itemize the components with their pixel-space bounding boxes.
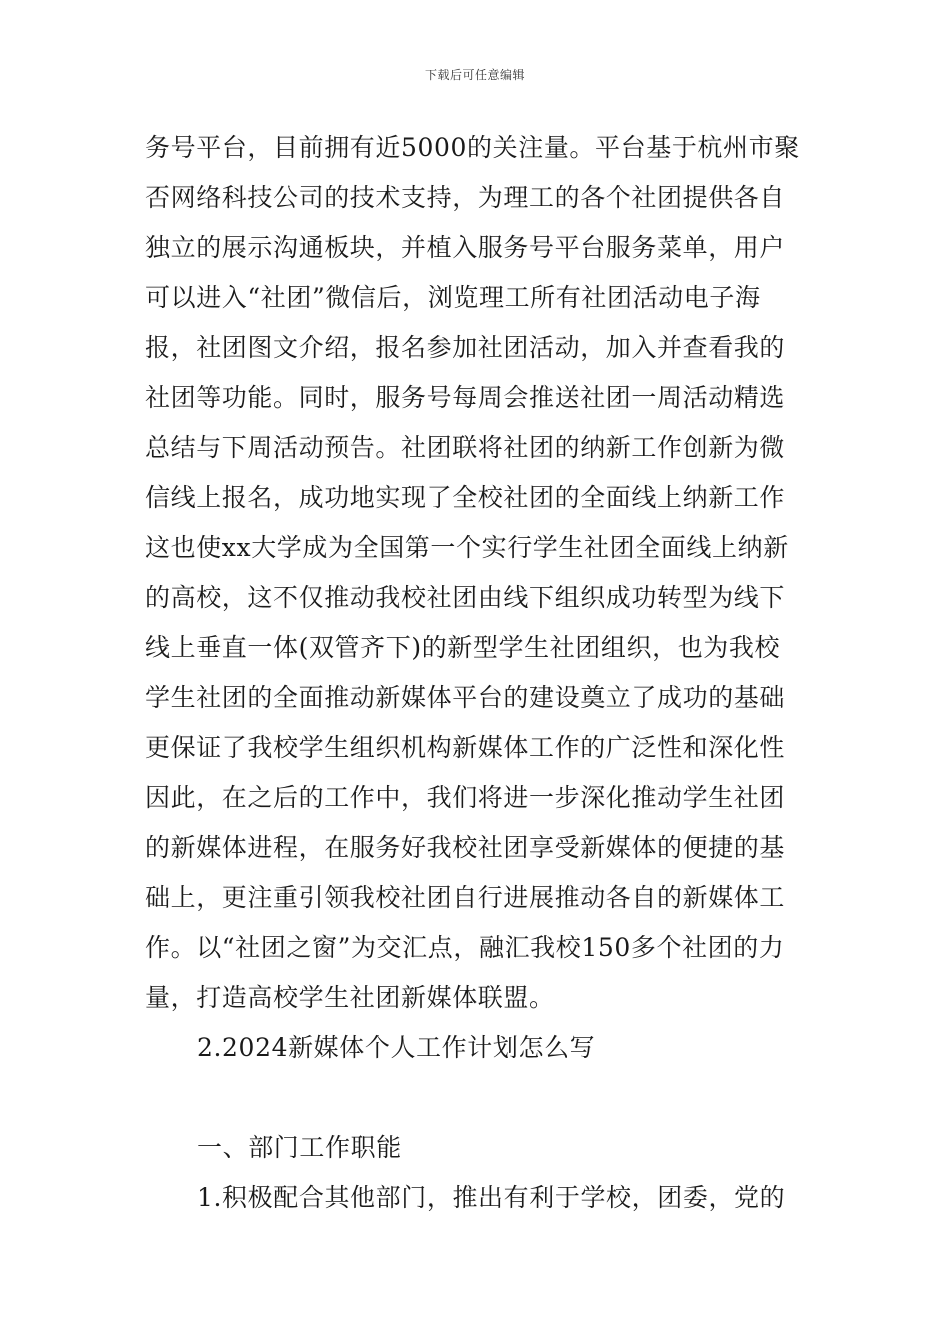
document-body <box>145 128 825 1228</box>
paragraph-line: 线上垂直一体(双管齐下)的新型学生社团组织，也为我校 <box>145 633 781 662</box>
paragraph-line: 作。以“社团之窗”为交汇点，融汇我校150多个社团的力 <box>145 933 785 962</box>
list-item: 1.积极配合其他部门，推出有利于学校，团委，党的 <box>197 1183 786 1212</box>
paragraph-line: 的新媒体进程，在服务好我校社团享受新媒体的便捷的基 <box>145 833 786 862</box>
blank-line <box>145 1078 825 1128</box>
paragraph-line: 否网络科技公司的技术支持，为理工的各个社团提供各自 <box>145 183 786 212</box>
paragraph-line: 社团等功能。同时，服务号每周会推送社团一周活动精选 <box>145 383 786 412</box>
paragraph-line: 学生社团的全面推动新媒体平台的建设奠立了成功的基础 <box>145 683 786 712</box>
paragraph-line: 务号平台，目前拥有近5000的关注量。平台基于杭州市聚 <box>145 133 800 162</box>
paragraph-line: 独立的展示沟通板块，并植入服务号平台服务菜单，用户 <box>145 233 786 262</box>
paragraph-line: 报，社团图文介绍，报名参加社团活动，加入并查看我的 <box>145 333 786 362</box>
paragraph-line: 信线上报名，成功地实现了全校社团的全面线上纳新工作 <box>145 483 786 512</box>
section-heading: 2.2024新媒体个人工作计划怎么写 <box>197 1033 596 1062</box>
paragraph-line: 可以进入“社团”微信后，浏览理工所有社团活动电子海 <box>145 283 761 312</box>
page-header: 下载后可任意编辑 <box>424 68 525 82</box>
paragraph-line: 因此，在之后的工作中，我们将进一步深化推动学生社团 <box>145 783 786 812</box>
paragraph-line: 更保证了我校学生组织机构新媒体工作的广泛性和深化性 <box>145 733 786 762</box>
paragraph-line: 总结与下周活动预告。社团联将社团的纳新工作创新为微 <box>145 433 786 462</box>
paragraph-line: 量，打造高校学生社团新媒体联盟。 <box>145 983 555 1012</box>
paragraph-line: 这也使xx大学成为全国第一个实行学生社团全面线上纳新 <box>145 533 789 562</box>
paragraph-line: 础上，更注重引领我校社团自行进展推动各自的新媒体工 <box>145 883 786 912</box>
subheading: 一、部门工作职能 <box>197 1133 402 1162</box>
paragraph-line: 的高校，这不仅推动我校社团由线下组织成功转型为线下 <box>145 583 786 612</box>
